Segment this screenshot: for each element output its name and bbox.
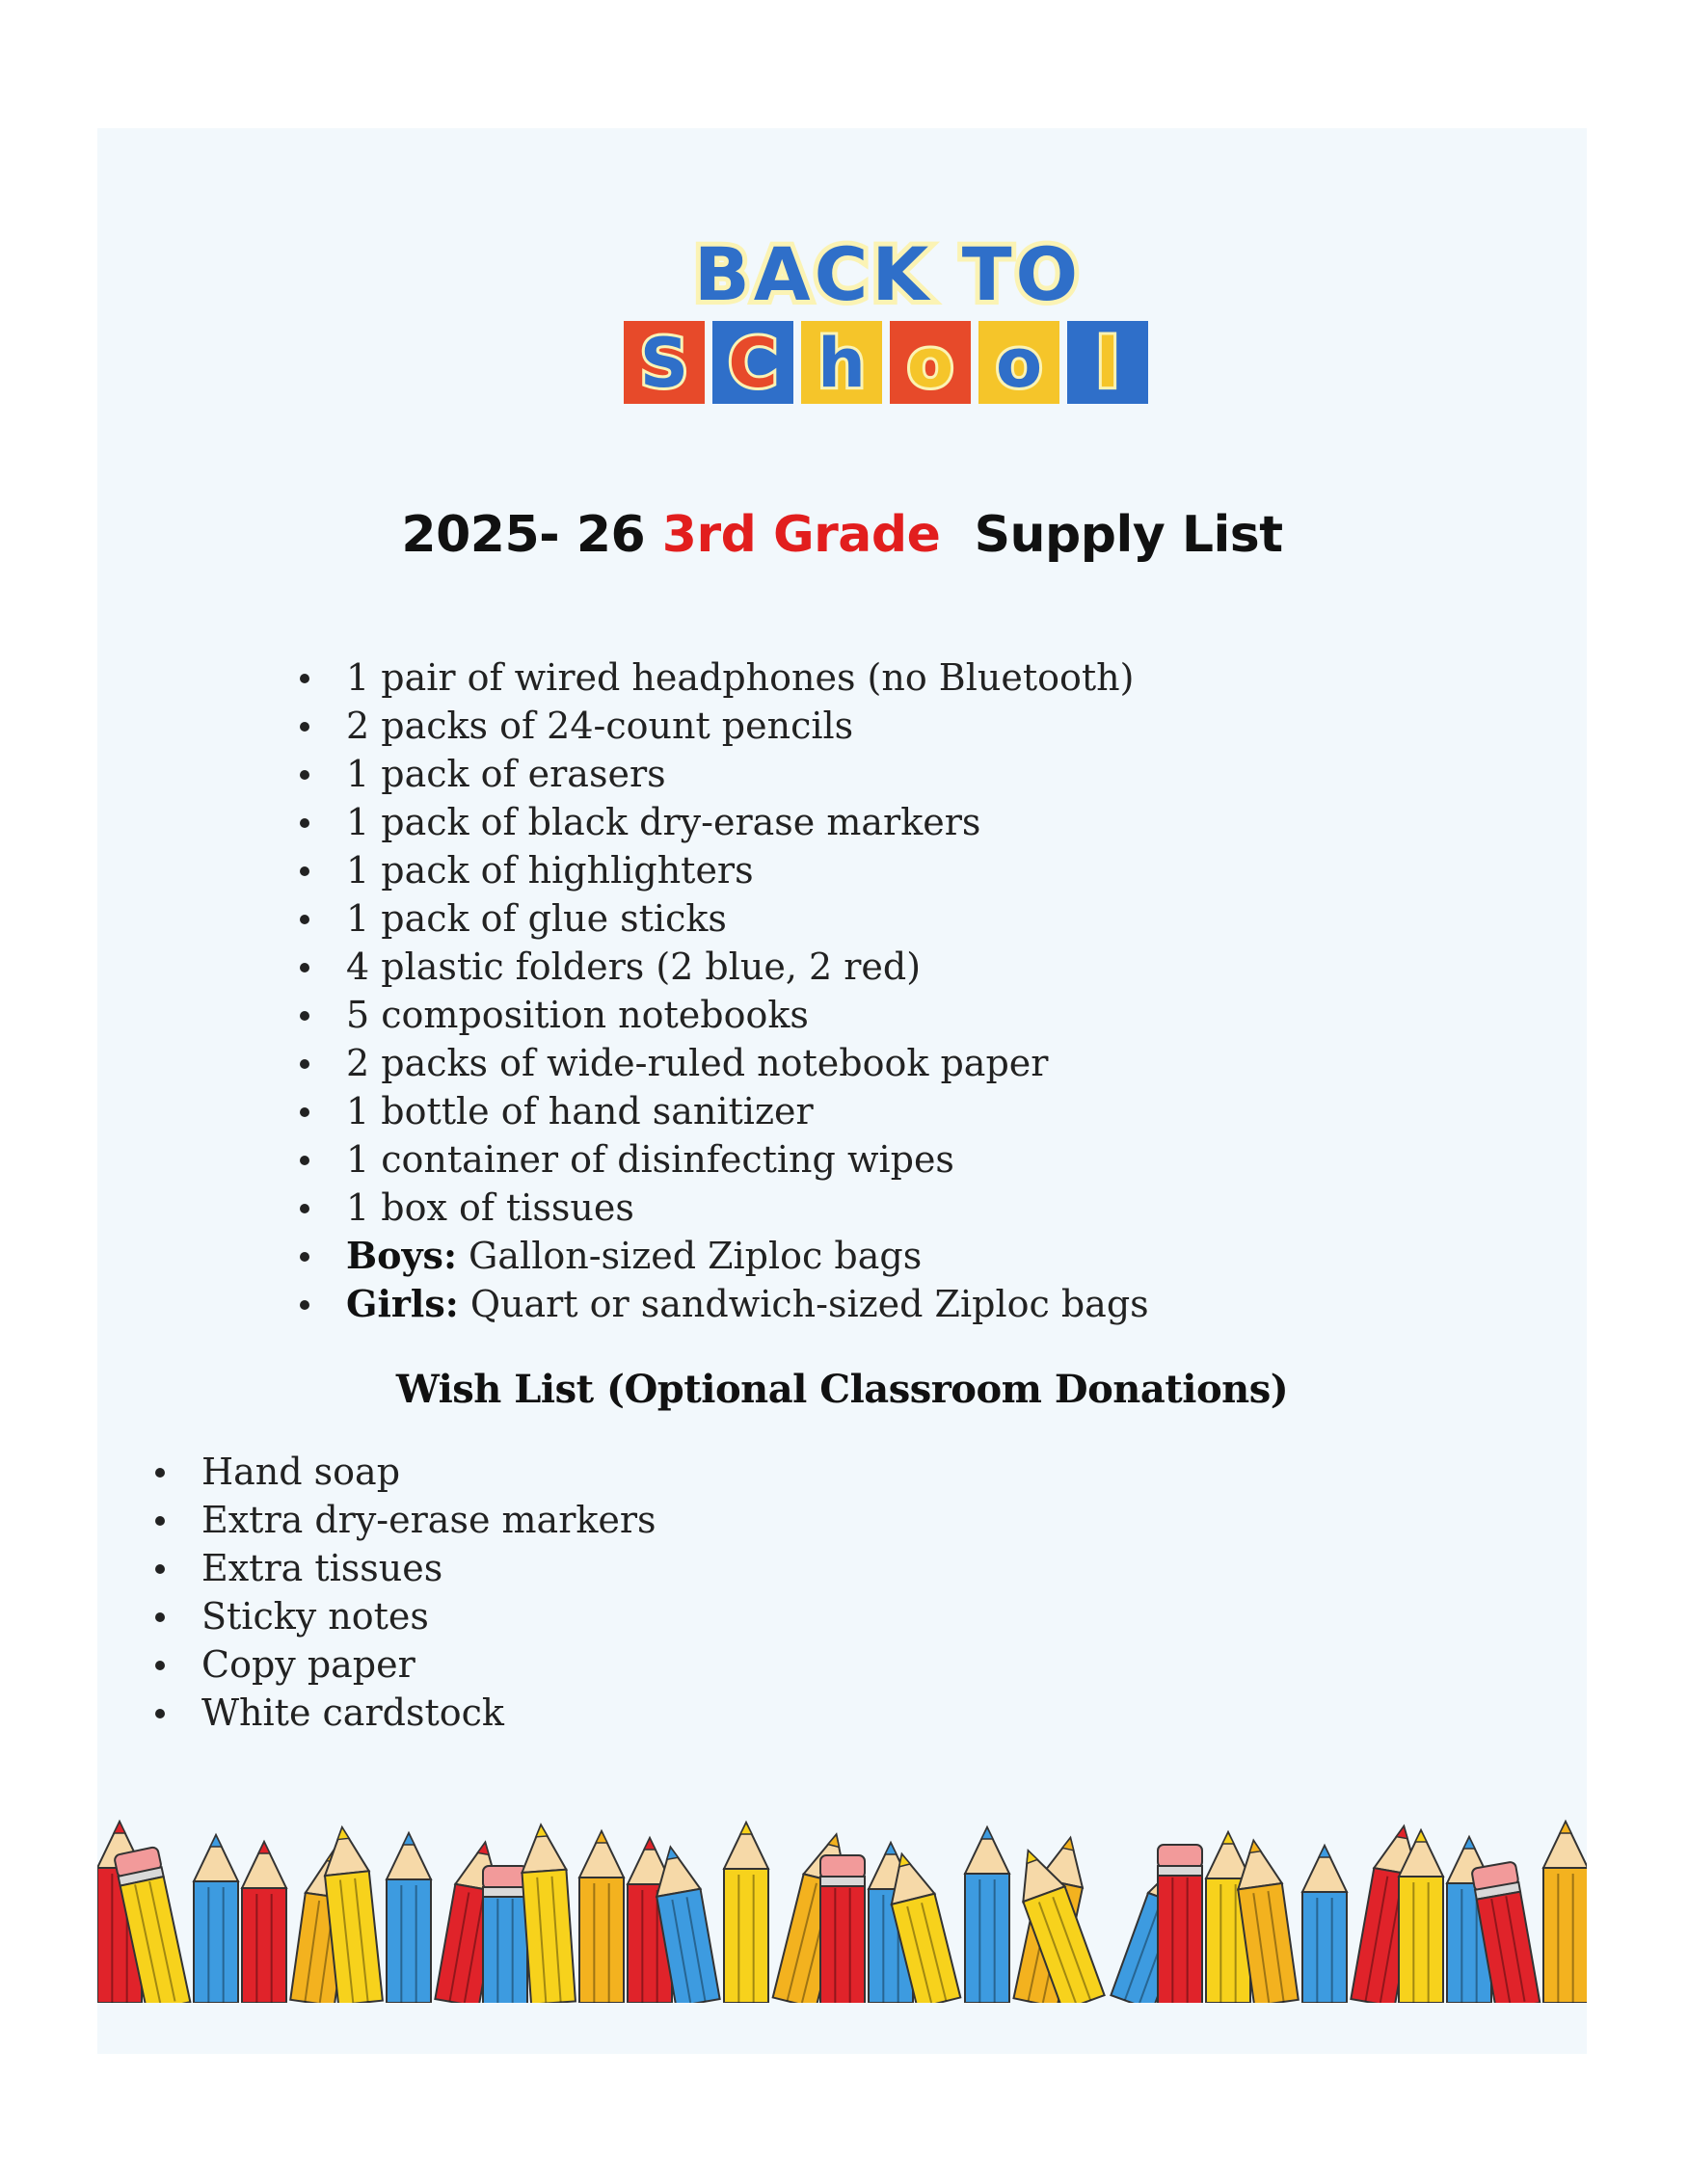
pencil bbox=[724, 1823, 768, 2003]
supply-item bbox=[300, 750, 1149, 798]
supply-item bbox=[300, 991, 1149, 1039]
supply-item-text: 4 plastic folders (2 blue, 2 red) bbox=[346, 946, 922, 988]
pencil bbox=[483, 1866, 527, 2003]
wish-list-item: White cardstock bbox=[155, 1689, 656, 1737]
pencil bbox=[1302, 1846, 1347, 2003]
supply-item-text: 1 container of disinfecting wipes bbox=[346, 1138, 954, 1181]
supply-item-text: 1 pack of erasers bbox=[346, 753, 666, 795]
pencil bbox=[387, 1833, 431, 2003]
pencil-border-decoration bbox=[97, 1810, 1587, 2003]
supply-item bbox=[300, 894, 1149, 943]
title-rest: Supply List bbox=[974, 506, 1283, 564]
supply-item bbox=[300, 1184, 1149, 1232]
wish-list-item: Extra tissues bbox=[155, 1544, 656, 1592]
supply-item-text: 2 packs of 24-count pencils bbox=[346, 705, 854, 747]
supply-item bbox=[300, 1135, 1149, 1184]
logo-letter: o bbox=[995, 324, 1043, 403]
supply-item bbox=[300, 798, 1149, 846]
pencil bbox=[820, 1855, 865, 2003]
pencil bbox=[194, 1835, 238, 2003]
pencil bbox=[965, 1827, 1009, 2003]
supply-item bbox=[300, 1232, 1149, 1280]
title-grade: 3rd Grade bbox=[661, 506, 941, 564]
supply-item-text: 1 pair of wired headphones (no Bluetooth) bbox=[346, 656, 1135, 699]
logo-letter: l bbox=[1096, 324, 1119, 403]
pencil-border-art bbox=[97, 1810, 1587, 2003]
pencil bbox=[579, 1831, 624, 2003]
supply-item bbox=[300, 1039, 1149, 1087]
wish-list-heading: Wish List (Optional Classroom Donations) bbox=[395, 1367, 1289, 1412]
supply-item-text: 1 pack of black dry-erase markers bbox=[346, 801, 981, 843]
supply-item-text: 1 bottle of hand sanitizer bbox=[346, 1090, 814, 1132]
supply-item-text: Quart or sandwich-sized Ziploc bags bbox=[458, 1283, 1149, 1325]
page-title bbox=[97, 506, 1587, 564]
wish-list-item: Hand soap bbox=[155, 1448, 656, 1496]
logo-line1: BACK TO bbox=[693, 231, 1083, 317]
logo-letter: C bbox=[728, 324, 778, 403]
supply-item-text: Gallon-sized Ziploc bags bbox=[456, 1235, 923, 1277]
wish-list bbox=[155, 1448, 656, 1737]
supply-item bbox=[300, 702, 1149, 750]
logo-letter: S bbox=[639, 324, 689, 403]
supply-item-text: 1 pack of glue sticks bbox=[346, 897, 727, 940]
logo-letter: h bbox=[817, 324, 866, 403]
supply-item-label: Boys: bbox=[346, 1234, 457, 1277]
supply-item bbox=[300, 943, 1149, 991]
pencil bbox=[1158, 1845, 1202, 2003]
supply-list bbox=[300, 653, 1149, 1328]
pencil bbox=[1543, 1822, 1587, 2003]
supply-item-text: 5 composition notebooks bbox=[346, 994, 809, 1036]
back-to-school-logo-art bbox=[618, 225, 1158, 417]
supply-item-text: 2 packs of wide-ruled notebook paper bbox=[346, 1042, 1049, 1084]
back-to-school-logo bbox=[618, 225, 1158, 417]
supply-item-label: Girls: bbox=[346, 1282, 459, 1325]
logo-letter: o bbox=[906, 324, 954, 403]
supply-item bbox=[300, 1087, 1149, 1135]
supply-item bbox=[300, 653, 1149, 702]
supply-list-page bbox=[97, 128, 1587, 2054]
supply-item bbox=[300, 1280, 1149, 1328]
wish-list-item: Copy paper bbox=[155, 1640, 656, 1689]
supply-item-text: 1 pack of highlighters bbox=[346, 849, 754, 892]
wish-list-item: Sticky notes bbox=[155, 1592, 656, 1640]
supply-item bbox=[300, 846, 1149, 894]
title-year: 2025- 26 bbox=[401, 506, 646, 564]
pencil bbox=[242, 1842, 286, 2003]
supply-item-text: 1 box of tissues bbox=[346, 1186, 634, 1229]
wish-list-item: Extra dry-erase markers bbox=[155, 1496, 656, 1544]
